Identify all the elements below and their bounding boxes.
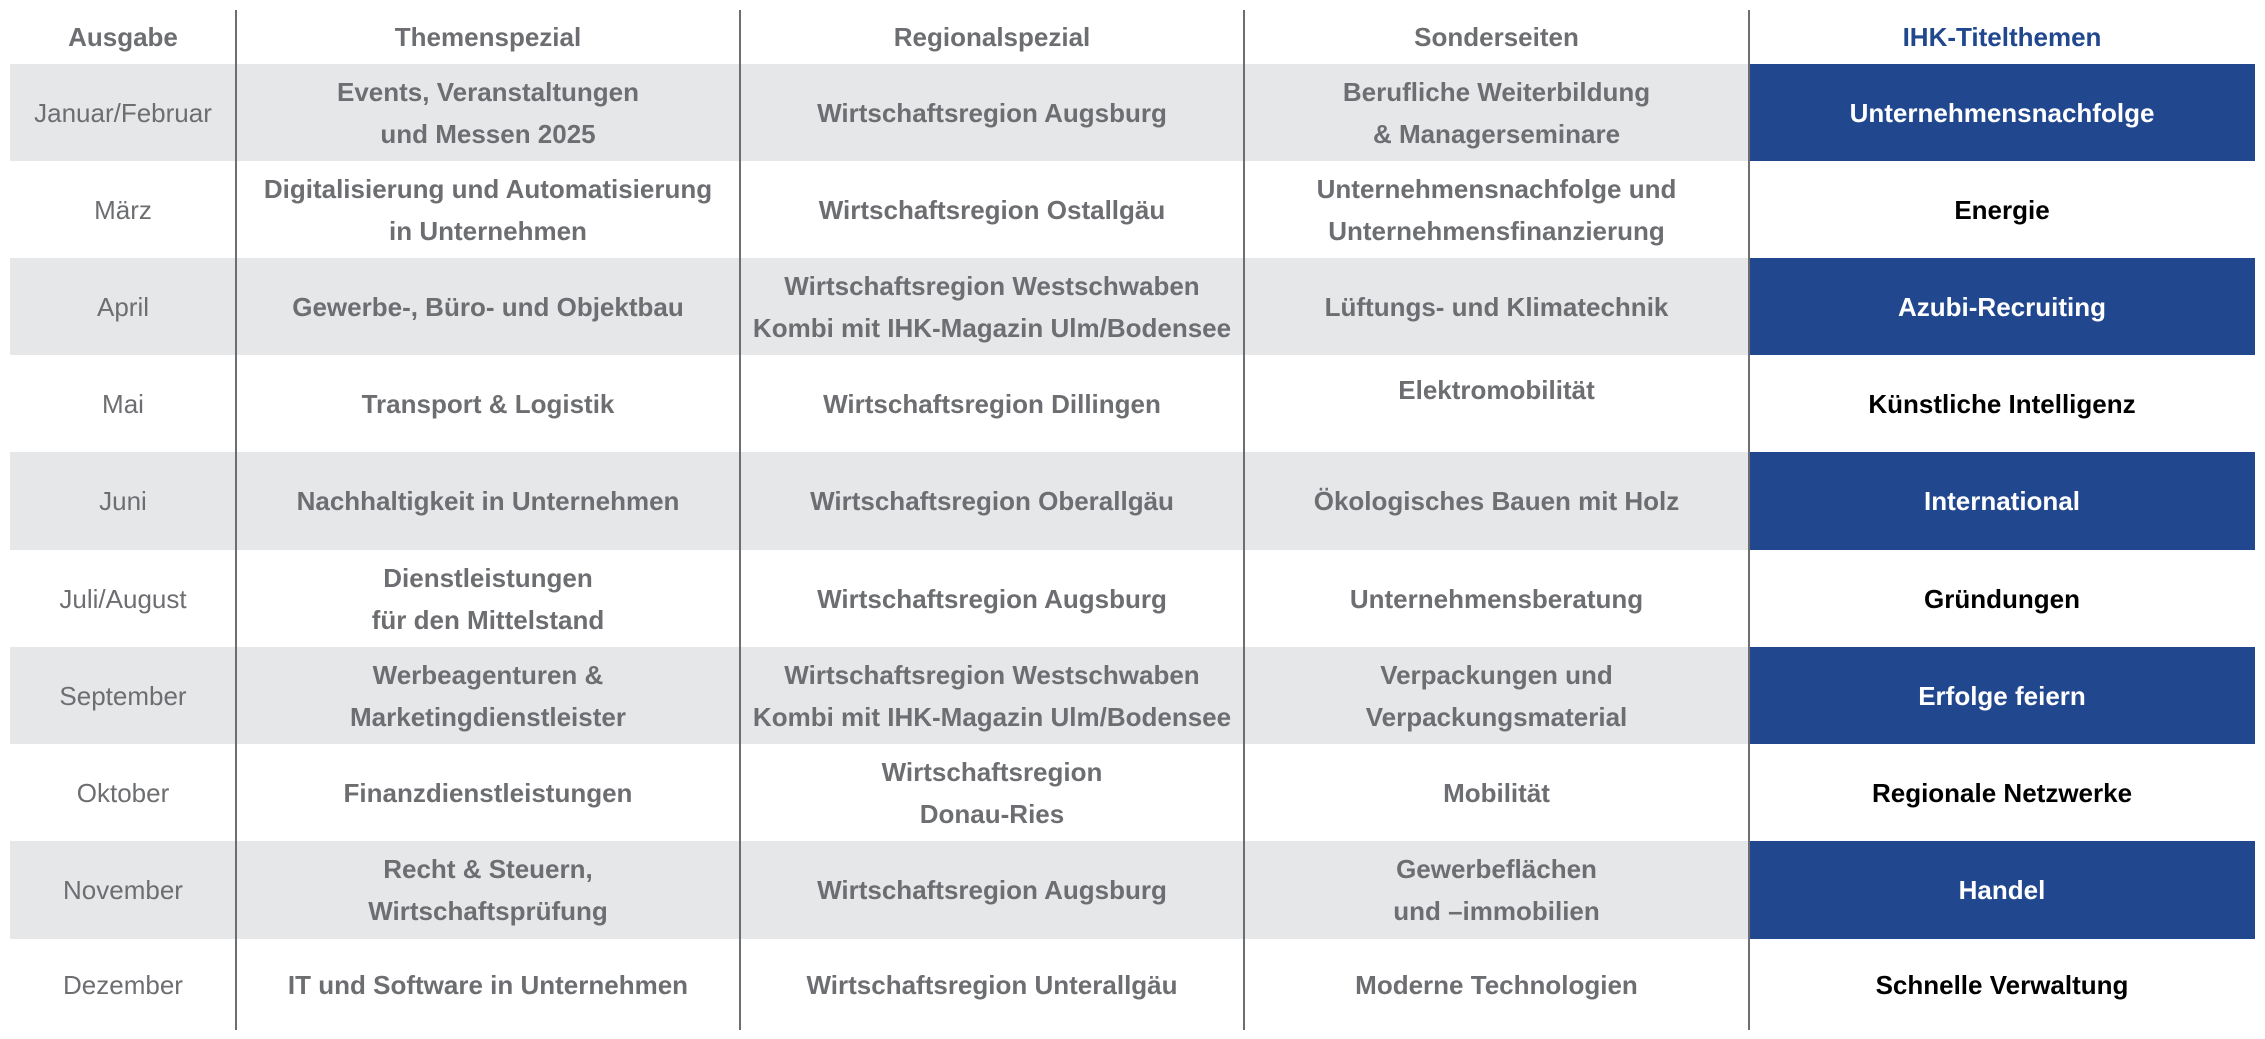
table-row (10, 64, 2255, 161)
cell-themenspezial: Werbeagenturen & Marketingdienstleister (350, 659, 626, 732)
column-divider (235, 10, 237, 1030)
cell-sonderseiten: Verpackungen und Verpackungsmaterial (1365, 659, 1628, 732)
cell-ausgabe: September (59, 680, 187, 711)
cell-ausgabe: Januar/Februar (34, 97, 212, 128)
cell-themenspezial: Finanzdienstleistungen (343, 777, 633, 808)
cell-sonderseiten: Elektromobilität (1398, 375, 1595, 405)
cell-sonderseiten: Lüftungs- und Klimatechnik (1324, 291, 1669, 322)
cell-regionalspezial: Wirtschaftsregion Westschwaben Kombi mit IHK-Magazin Ulm/Bodensee (752, 270, 1232, 343)
table-row (10, 550, 2255, 647)
cell-regionalspezial: Wirtschaftsregion Augsburg (817, 97, 1167, 128)
column-divider (1748, 10, 1750, 1030)
cell-themenspezial: Recht & Steuern, Wirtschaftsprüfung (368, 854, 608, 926)
cell-titelthema: Regionale Netzwerke (1871, 777, 2133, 808)
cell-regionalspezial: Wirtschaftsregion Ostallgäu (818, 194, 1166, 225)
cell-sonderseiten: Unternehmensberatung (1349, 583, 1644, 614)
cell-themenspezial: IT und Software in Unternehmen (287, 969, 689, 1000)
cell-titelthema: Erfolge feiern (1749, 647, 2255, 744)
column-divider (1243, 10, 1245, 1030)
cell-sonderseiten: Moderne Technologien (1355, 969, 1638, 1000)
cell-titelthema: Energie (1954, 194, 2050, 225)
editorial-plan-table (10, 10, 2255, 1030)
cell-regionalspezial: Wirtschaftsregion Augsburg (817, 875, 1167, 905)
header-ausgabe: Ausgabe (68, 22, 178, 52)
cell-ausgabe: November (63, 875, 183, 905)
cell-regionalspezial: Wirtschaftsregion Augsburg (817, 583, 1167, 614)
cell-titelthema: Schnelle Verwaltung (1875, 969, 2129, 1000)
column-divider (739, 10, 741, 1030)
cell-themenspezial: Gewerbe-, Büro- und Objektbau (292, 291, 684, 322)
cell-ausgabe: Oktober (76, 777, 170, 808)
cell-regionalspezial: Wirtschaftsregion Oberallgäu (810, 486, 1174, 516)
cell-titelthema: International (1749, 452, 2255, 550)
cell-themenspezial: Nachhaltigkeit in Unternehmen (296, 486, 680, 516)
cell-ausgabe: Juni (99, 486, 147, 516)
cell-titelthema: Gründungen (1924, 583, 2080, 614)
table-row (10, 161, 2255, 258)
table-row (10, 258, 2255, 355)
table-row (10, 452, 2255, 550)
table-header-row (10, 10, 2255, 64)
cell-ausgabe: Dezember (63, 969, 183, 1000)
cell-titelthema: Unternehmensnachfolge (1749, 64, 2255, 161)
cell-ausgabe: März (94, 194, 152, 225)
cell-titelthema: Handel (1749, 841, 2255, 939)
cell-regionalspezial: Wirtschaftsregion Westschwaben Kombi mit IHK-Magazin Ulm/Bodensee (752, 659, 1232, 732)
cell-sonderseiten: Gewerbeflächen und –immobilien (1393, 854, 1600, 926)
header-themenspezial: Themenspezial (394, 22, 582, 52)
cell-regionalspezial: Wirtschaftsregion Dillingen (823, 388, 1161, 419)
cell-themenspezial: Events, Veranstaltungen und Messen 2025 (337, 76, 639, 149)
cell-themenspezial: Digitalisierung und Automatisierung in Unternehmen (263, 173, 713, 246)
cell-themenspezial: Dienstleistungen für den Mittelstand (371, 562, 605, 635)
cell-regionalspezial: Wirtschaftsregion Unterallgäu (806, 969, 1178, 1000)
table-row (10, 647, 2255, 744)
cell-titelthema: Azubi-Recruiting (1749, 258, 2255, 355)
cell-titelthema: Künstliche Intelligenz (1868, 388, 2136, 419)
cell-themenspezial: Transport & Logistik (361, 388, 615, 419)
table-row (10, 355, 2255, 452)
cell-ausgabe: Mai (102, 388, 144, 419)
cell-regionalspezial: Wirtschaftsregion Donau-Ries (881, 756, 1103, 829)
table-row (10, 939, 2255, 1030)
header-titelthemen: IHK-Titelthemen (1902, 22, 2102, 52)
cell-sonderseiten: Unternehmensnachfolge und Unternehmensfinanzierung (1316, 173, 1677, 246)
table-row (10, 841, 2255, 939)
header-regionalspezial: Regionalspezial (893, 22, 1091, 52)
cell-sonderseiten: Ökologisches Bauen mit Holz (1313, 486, 1680, 516)
cell-sonderseiten: Berufliche Weiterbildung & Managerseminare (1342, 76, 1651, 149)
cell-sonderseiten: Mobilität (1443, 777, 1550, 808)
table-row (10, 744, 2255, 841)
cell-ausgabe: April (96, 291, 149, 322)
header-sonderseiten: Sonderseiten (1414, 22, 1579, 52)
cell-ausgabe: Juli/August (59, 583, 187, 614)
